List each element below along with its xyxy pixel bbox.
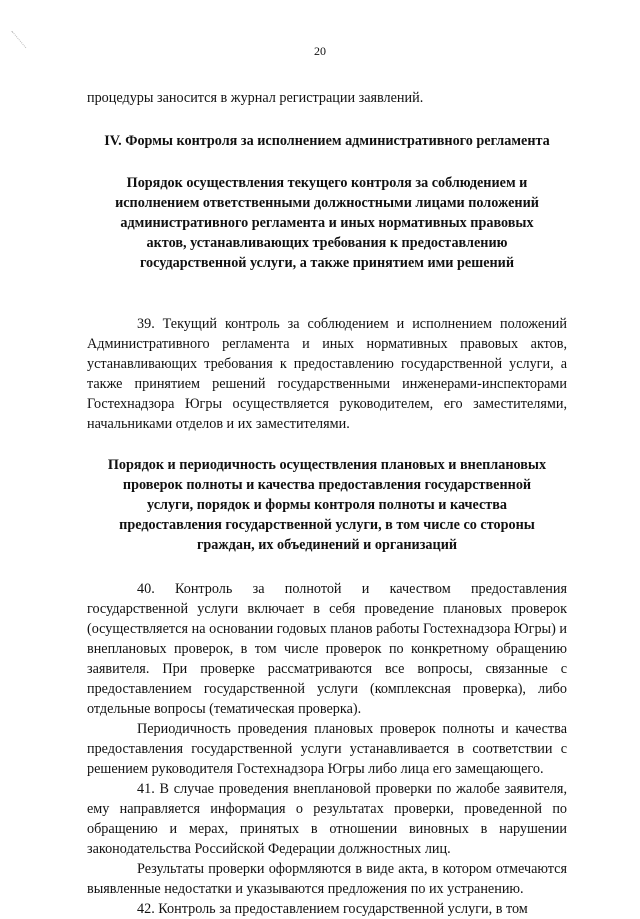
carry-over-text: процедуры заносится в журнал регистрации заявлений.	[87, 90, 424, 106]
paragraph-41: 41. В случае проведения внеплановой проверки по жалобе заявителя, ему направляется информация о результатах проверки, проведенной по обращению и мерах, принятых в отношении виновных в нарушении законодательства Российской Федерации должностных лиц.	[87, 781, 567, 857]
subheading-current-control: Порядок осуществления текущего контроля за соблюдением и исполнением ответственными должностными лицами положений административного регламента и иных нормативных правовых актов, устанавливающих требования к предоставлению государственной услуги, а также принятием ими решений	[115, 175, 539, 271]
section-heading: IV. Формы контроля за исполнением административного регламента	[104, 133, 550, 149]
paragraph-42: 42. Контроль за предоставлением государственной услуги, в том	[137, 901, 528, 917]
subheading-inspections: Порядок и периодичность осуществления плановых и внеплановых проверок полноты и качества предоставления государственной услуги, порядок и формы контроля полноты и качества предоставления государственной услуги, в том числе со стороны граждан, их объединений и организаций	[107, 457, 547, 553]
paragraph-39: 39. Текущий контроль за соблюдением и исполнением положений Административного регламента и иных нормативных правовых актов, устанавливающих требования к предоставлению государственной услуги, а также принятием решений государственными инженерами-инспекторами Гостехнадзора Югры осуществляется руководителем, его заместителями, начальниками отделов и их заместителями.	[87, 316, 567, 432]
paragraph-40-periodicity: Периодичность проведения плановых проверок полноты и качества предоставления государственной услуги устанавливается в соответствии с решением руководителя Гостехнадзора Югры либо лица его замещающего.	[87, 721, 567, 777]
page-number: 20	[314, 44, 326, 58]
paragraph-41-results: Результаты проверки оформляются в виде акта, в котором отмечаются выявленные недостатки и указываются предложения по их устранению.	[87, 861, 567, 897]
document-body	[87, 88, 567, 919]
paragraph-40: 40. Контроль за полнотой и качеством предоставления государственной услуги включает в себя проведение плановых проверок (осуществляется на основании годовых планов работы Гостехнадзора Югры) и внеплановых проверок, в том числе проверок по конкретному обращению заявителя. При проверке рассматриваются все вопросы, связанные с предоставлением государственной услуги (комплексная проверка), либо отдельные вопросы (тематическая проверка).	[87, 581, 567, 717]
